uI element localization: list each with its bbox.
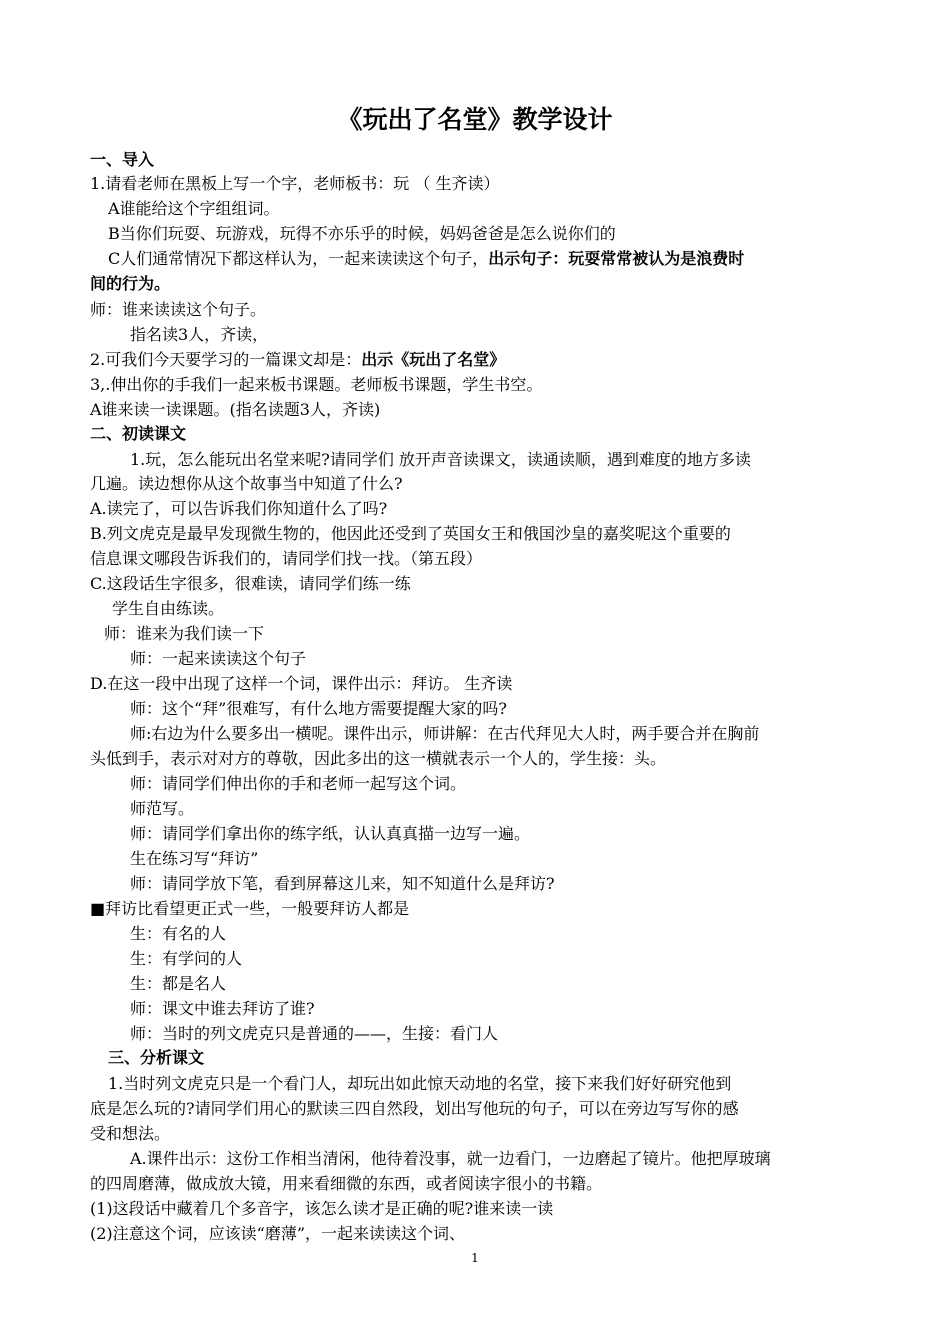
line-text: 师：请同学放下笔，看到屏幕这儿来，知不知道什么是拜访? <box>130 874 555 893</box>
text-line <box>130 722 902 746</box>
text-line <box>130 997 902 1021</box>
line-text: 指名读3人，齐读， <box>130 325 269 344</box>
line-text: 1.玩，怎么能玩出名堂来呢?请同学们 放开声音读课文，读通读顺，遇到难度的地方多读 <box>130 450 751 469</box>
document-title: 《玩出了名堂》教学设计 <box>337 105 613 134</box>
bold-text: 出示《玩出了名堂》 <box>361 350 506 369</box>
text-line <box>130 323 902 347</box>
line-text: 师：当时的列文虎克只是普通的——，生接：看门人 <box>130 1024 499 1043</box>
text-line <box>90 522 862 546</box>
line-text: A.课件出示：这份工作相当清闲，他待着没事，就一边看门，一边磨起了镜片。他把厚玻璃 <box>130 1149 771 1168</box>
line-text: 一、导入 <box>90 150 155 169</box>
line-text: 头低到手，表示对对方的尊敬，因此多出的这一横就表示一个人的，学生接：头。 <box>90 749 667 768</box>
text-line <box>90 1222 862 1246</box>
section-heading-intro <box>90 148 862 172</box>
page-number: 1 <box>471 1251 479 1265</box>
text-line <box>90 1197 862 1221</box>
text-line <box>130 697 902 721</box>
text-line <box>90 348 862 372</box>
line-text: B.列文虎克是最早发现微生物的，他因此还受到了英国女王和俄国沙皇的嘉奖呢这个重要的 <box>90 524 731 543</box>
text-line <box>90 672 862 696</box>
line-text: 师：这个“拜”很难写，有什么地方需要提醒大家的吗? <box>130 699 507 718</box>
text-line <box>104 622 876 646</box>
line-text: 1.当时列文虎克只是一个看门人，却玩出如此惊天动地的名堂，接下来我们好好研究他到 <box>108 1074 732 1093</box>
line-text: 的四周磨薄，做成放大镜，用来看细微的东西，或者阅读字很小的书籍。 <box>90 1174 603 1193</box>
text-line <box>90 373 862 397</box>
bold-text: 间的行为。 <box>90 274 171 293</box>
line-text: 生：有学问的人 <box>130 949 243 968</box>
text-line <box>90 1122 862 1146</box>
line-text: 师：谁来为我们读一下 <box>104 624 265 643</box>
text-line <box>90 298 862 322</box>
line-text: 底是怎么玩的?请同学们用心的默读三四自然段，划出写他玩的句子，可以在旁边写写你的感 <box>90 1099 739 1118</box>
text-line <box>90 472 862 496</box>
text-line <box>108 247 880 271</box>
text-line <box>90 497 862 521</box>
text-line <box>90 272 862 296</box>
text-line <box>90 1097 862 1121</box>
text-line <box>130 972 902 996</box>
text-line <box>130 647 902 671</box>
text-line <box>130 822 902 846</box>
line-text: C人们通常情况下都这样认为，一起来读读这个句子， <box>108 249 489 268</box>
line-text: 2.可我们今天要学习的一篇课文却是： <box>90 350 362 369</box>
text-line <box>130 797 902 821</box>
line-text: 1.请看老师在黑板上写一个字，老师板书：玩 （ 生齐读） <box>90 174 500 193</box>
line-text: 师范写。 <box>130 799 195 818</box>
line-text: 师:右边为什么要多出一横呢。课件出示，师讲解：在古代拜见大人时，两手要合并在胸前 <box>130 724 760 743</box>
line-text: A.读完了，可以告诉我们你知道什么了吗? <box>90 499 388 518</box>
line-text: B当你们玩耍、玩游戏，玩得不亦乐乎的时候，妈妈爸爸是怎么说你们的 <box>108 224 616 243</box>
text-line <box>108 197 880 221</box>
line-text: 师：谁来读读这个句子。 <box>90 300 267 319</box>
line-text: 师：课文中谁去拜访了谁? <box>130 999 315 1018</box>
text-line <box>130 448 902 472</box>
line-text: 生在练习写“拜访” <box>130 849 259 868</box>
text-line <box>130 922 902 946</box>
line-text: ■拜访比看望更正式一些，一般要拜访人都是 <box>90 899 410 918</box>
line-text: (1)这段话中藏着几个多音字，该怎么读才是正确的呢?谁来读一读 <box>90 1199 554 1218</box>
line-text: A谁来读一读课题。(指名读题3人，齐读) <box>90 400 381 419</box>
text-line <box>90 172 862 196</box>
text-line <box>112 597 884 621</box>
line-text: 师：请同学们拿出你的练字纸，认认真真描一边写一遍。 <box>130 824 531 843</box>
line-text: 生：有名的人 <box>130 924 227 943</box>
section-heading-analysis <box>108 1046 880 1070</box>
line-text: 学生自由练读。 <box>112 599 225 618</box>
text-line <box>108 1072 880 1096</box>
text-line <box>90 572 862 596</box>
line-text: 师：请同学们伸出你的手和老师一起写这个词。 <box>130 774 467 793</box>
line-text: 受和想法。 <box>90 1124 171 1143</box>
line-text: 三、分析课文 <box>108 1048 205 1067</box>
line-text: 生：都是名人 <box>130 974 227 993</box>
bold-text: 出示句子：玩耍常常被认为是浪费时 <box>488 249 745 268</box>
line-text: D.在这一段中出现了这样一个词，课件出示：拜访。 生齐读 <box>90 674 513 693</box>
text-line <box>130 847 902 871</box>
text-line <box>130 772 902 796</box>
text-line <box>130 947 902 971</box>
text-line <box>90 897 862 921</box>
text-line <box>90 398 862 422</box>
text-line <box>90 547 862 571</box>
line-text: C.这段话生字很多，很难读，请同学们练一练 <box>90 574 411 593</box>
line-text: 师：一起来读读这个句子 <box>130 649 307 668</box>
section-heading-first-reading <box>90 422 862 446</box>
line-text: (2)注意这个词，应该读“磨薄”，一起来读读这个词、 <box>90 1224 466 1243</box>
line-text: A谁能给这个字组组词。 <box>108 199 280 218</box>
text-line <box>130 1147 902 1171</box>
text-line <box>130 1022 902 1046</box>
text-line <box>108 222 880 246</box>
text-line <box>90 1172 862 1196</box>
line-text: 二、初读课文 <box>90 424 187 443</box>
text-line <box>130 872 902 896</box>
line-text: 信息课文哪段告诉我们的，请同学们找一找。（第五段） <box>90 549 483 568</box>
line-text: 几遍。读边想你从这个故事当中知道了什么? <box>90 474 403 493</box>
line-text: 3,.伸出你的手我们一起来板书课题。老师板书课题，学生书空。 <box>90 375 543 394</box>
text-line <box>90 747 862 771</box>
